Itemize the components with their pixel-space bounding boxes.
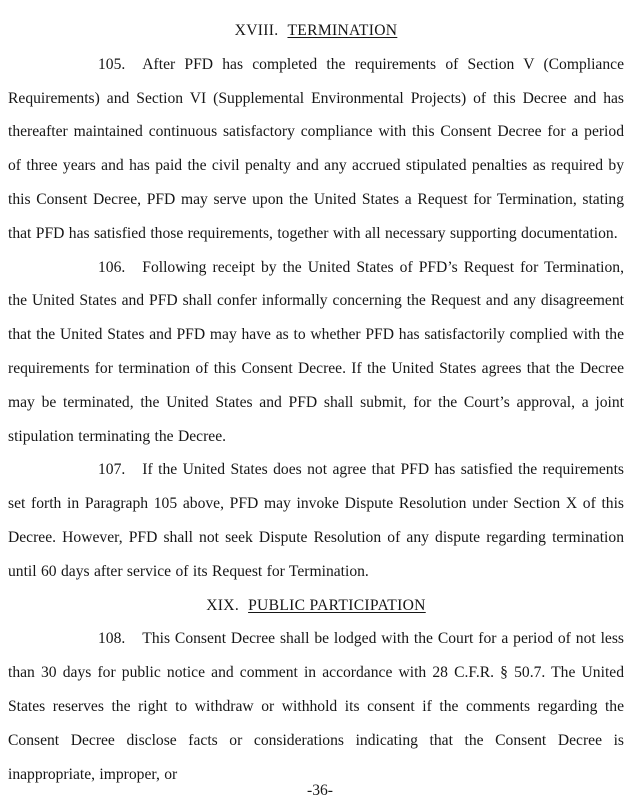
section-title: TERMINATION: [287, 22, 398, 39]
paragraph-number: 108.: [98, 630, 126, 648]
page-number: -36-: [307, 782, 333, 799]
paragraph-105: [8, 48, 624, 251]
paragraph-text: After PFD has completed the requirements of Section V (Compliance Requirements) and Section VI (Supplemental Environmental Projects) of this Decree and has thereafter maintained continuous satisfactory compliance with this Consent Decree for a period of three years and has paid the civil penalty and any accrued stipulated penalties as required by this Consent Decree, PFD may serve upon the United States a Request for Termination, stating that PFD has satisfied those requirements, together with all necessary supporting documentation.: [8, 55, 624, 242]
paragraph-text: If the United States does not agree that PFD has satisfied the requirements set forth in Paragraph 105 above, PFD may invoke Dispute Resolution under Section X of this Decree. However, PFD shall not seek Dispute Resolution of any dispute regarding termination until 60 days after service of its Request for Termination.: [8, 461, 624, 580]
paragraph-number: 106.: [98, 258, 126, 276]
paragraph-number: 105.: [98, 55, 126, 73]
paragraph-text: Following receipt by the United States of PFD’s Request for Termination, the United States and PFD shall confer informally concerning the Request and any disagreement that the United States and PFD may have as to whether PFD has satisfactorily complied with the requirements for termination of this Consent Decree. If the United States agrees that the Decree may be terminated, the United States and PFD shall submit, for the Court’s approval, a joint stipulation terminating the Decree.: [8, 258, 624, 445]
paragraph-text: This Consent Decree shall be lodged with the Court for a period of not less than 30 days for public notice and comment in accordance with 28 C.F.R. § 50.7. The United States reserves the right to withdraw or withhold its consent if the comments regarding the Consent Decree disclose facts or considerations indicating that the Consent Decree is inappropriate, improper, or: [8, 630, 624, 783]
section-title: PUBLIC PARTICIPATION: [248, 596, 426, 614]
paragraph-106: [8, 251, 624, 454]
section-heading-public-participation: [8, 589, 624, 623]
section-number: XVIII.: [234, 22, 279, 39]
paragraph-number: 107.: [98, 461, 126, 479]
paragraph-107: [8, 453, 624, 588]
paragraph-108: [8, 622, 624, 791]
document-content: [8, 14, 624, 791]
section-number: XIX.: [206, 596, 240, 614]
section-heading-termination: [8, 14, 624, 48]
